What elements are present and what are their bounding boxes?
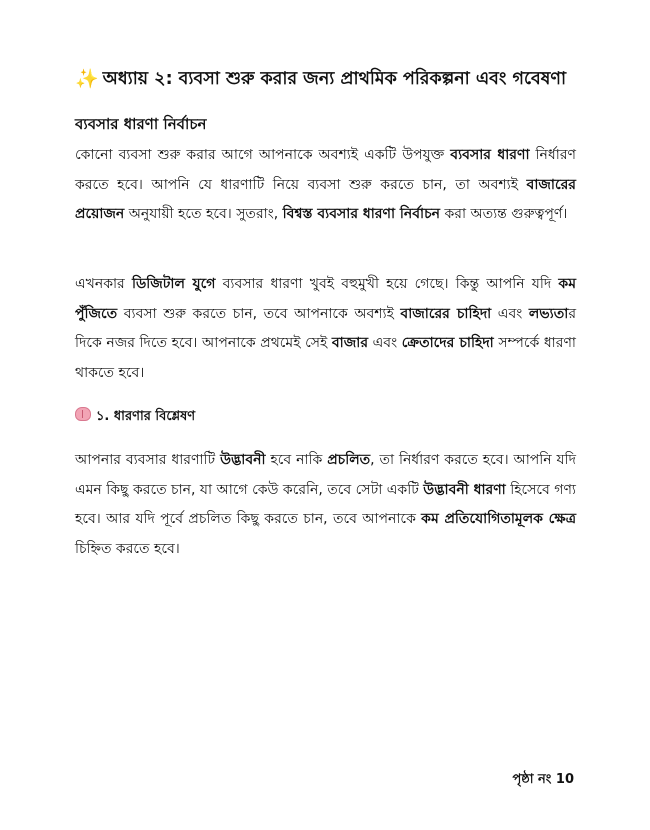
bold-span: বিশ্বস্ত ব্যবসার ধারণা নির্বাচন xyxy=(282,206,441,222)
text-span: র দিকে নজর দিতে হবে। আপনাকে প্রথমেই সেই xyxy=(75,305,577,351)
bold-span: উদ্ভাবনী xyxy=(220,452,266,468)
sparkles-icon: ✨ xyxy=(75,68,99,90)
section-heading: ব্যবসার ধারণা নির্বাচন xyxy=(75,115,207,133)
bold-span: বাজার xyxy=(331,335,369,351)
paragraph-1 xyxy=(75,141,576,230)
bold-span: কম প্রতিযোগিতামূলক ক্ষেত্র xyxy=(421,511,576,527)
text-span: , তা নির্ধারণ করতে হবে। আপনি যদি এমন কিছু করতে চান, যা আগে কেউ করেনি, তবে সেটা একটি xyxy=(75,452,576,498)
chapter-title xyxy=(75,62,575,96)
bold-span: ক্রেতাদের চাহিদা xyxy=(401,335,494,351)
bold-span: ব্যবসার ধারণা xyxy=(450,147,530,163)
bold-span: বাজারের চাহিদা xyxy=(400,305,492,322)
text-span: সম্পর্কে ধারণা থাকতে হবে। xyxy=(75,335,576,381)
text-span: এবং xyxy=(368,335,402,351)
text-span: হবে নাকি xyxy=(265,452,328,468)
text-span: ব্যবসা শুরু করতে চান, তবে আপনাকে অবশ্যই xyxy=(117,305,401,322)
bold-span: ডিজিটাল যুগে xyxy=(131,276,216,292)
text-span: অনুযায়ী হতে হবে। সুতরাং, xyxy=(124,206,283,222)
chapter-title-text: অধ্যায় ২: ব্যবসা শুরু করার জন্য প্রাথমিক পরিকল্পনা এবং গবেষণা xyxy=(102,69,567,89)
text-span: করা অত্যন্ত গুরুত্বপূর্ণ। xyxy=(440,206,568,222)
sub-heading-text: ১. ধারণার বিশ্লেষণ xyxy=(96,409,196,424)
page-number: পৃষ্ঠা নং 10 xyxy=(512,772,574,787)
text-span: নির্ধারণ করতে হবে। আপনি যে ধারণাটি নিয়ে ব্যবসা শুরু করতে চান, তা অবশ্যই xyxy=(75,147,576,193)
bold-span: লভ্যতা xyxy=(528,305,569,322)
paragraph-3 xyxy=(75,446,576,564)
text-span: কোনো ব্যবসা শুরু করার আগে আপনাকে অবশ্যই একটি উপযুক্ত xyxy=(75,147,451,163)
text-span: এখনকার xyxy=(75,276,132,292)
bold-span: প্রচলিত xyxy=(327,452,371,468)
text-span: চিহ্নিত করতে হবে। xyxy=(75,540,180,557)
paragraph-2 xyxy=(75,270,576,388)
text-span: এবং xyxy=(491,305,529,322)
text-span: হিসেবে গণ্য হবে। আর যদি পূর্বে প্রচলিত কিছু করতে চান, তবে আপনাকে xyxy=(75,481,576,527)
bold-span: উদ্ভাবনী ধারণা xyxy=(423,481,506,498)
text-span: ব্যবসার ধারণা খুবই বহুমুখী হয়ে গেছে। কিন্তু আপনি যদি xyxy=(215,276,559,292)
brain-icon xyxy=(75,407,91,421)
text-span: আপনার ব্যবসার ধারণাটি xyxy=(75,452,221,468)
bold-span: বাজারের প্রয়োজন xyxy=(75,176,576,222)
bold-span: কম পুঁজিতে xyxy=(75,276,576,322)
sub-heading xyxy=(75,405,195,429)
